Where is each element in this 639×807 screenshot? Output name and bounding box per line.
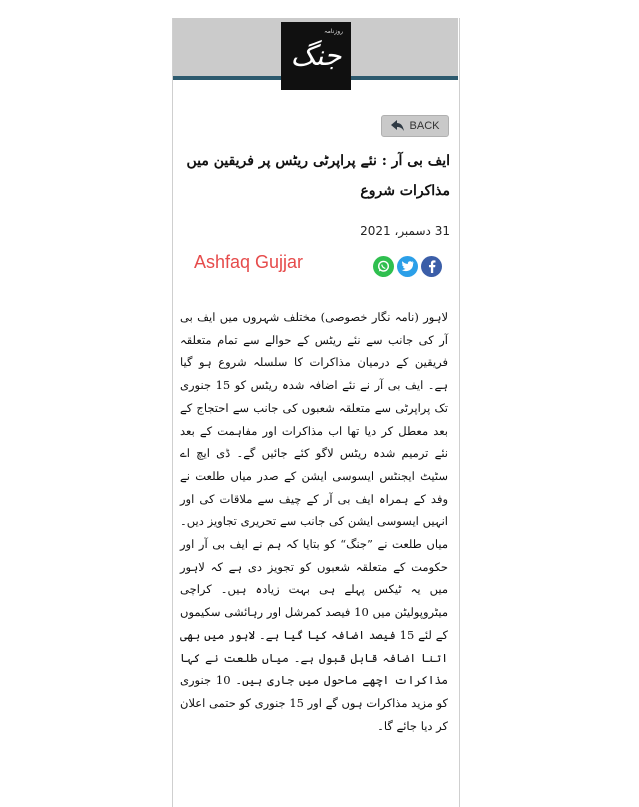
reply-arrow-icon bbox=[391, 120, 405, 132]
author-name[interactable]: Ashfaq Gujjar bbox=[194, 252, 304, 272]
logo-tagline: روزنامہ bbox=[324, 28, 343, 35]
facebook-icon bbox=[428, 260, 436, 273]
twitter-share-button[interactable] bbox=[397, 256, 418, 277]
back-button-label: BACK bbox=[409, 120, 440, 132]
article-date: 31 دسمبر، 2021 bbox=[360, 224, 450, 238]
twitter-icon bbox=[401, 261, 414, 272]
whatsapp-share-button[interactable] bbox=[373, 256, 394, 277]
article-headline: ایف بی آر : نئے پراپرٹی ریٹس پر فریقین میں مذاکرات شروع bbox=[186, 153, 450, 199]
site-logo[interactable] bbox=[281, 22, 351, 90]
share-buttons bbox=[373, 256, 442, 277]
article-body: لاہور (نامہ نگار خصوصی) مختلف شہروں میں ایف بی آر کی جانب سے نئے ریٹس کے حوالے سے تمام متعلقہ فریقین کے درمیان مذاکرات کا سلسلہ شروع ہو گیا ہے۔ ایف بی آر نے نئے اضافہ شدہ ریٹس کو 15 جنوری تک پراپرٹی سے متعلقہ شعبوں کی جانب سے احتجاج کے بعد معطل کر دیا تھا اب مذاکرات اور مفاہمت کے بعد نئے ترمیم شدہ ریٹس لاگو کئے جائیں گے۔ ڈی ایچ اے سٹیٹ ایجنٹس ایسوسی ایشن کے صدر میاں طلعت نے وفد کے ہمراہ ایف بی آر کے چیف سے ملاقات کی اور انہیں ایسوسی ایشن کی جانب سے تحریری تجاویز دیں۔ میاں طلعت نے ”جنگ“ کو بتایا کہ ہم نے ایف بی آر اور حکومت کے متعلقہ شعبوں کو تجویز دی ہے کہ لاہور میں یہ ٹیکس پہلے ہی بہت زیادہ ہیں۔ کراچی میٹروپولیٹن میں 10 فیصد کمرشل اور رہائشی سکیموں کے لئے 15 فیصد اضافہ کیا گیا ہے۔ لاہور میں بھی اتنا اضافہ قابل قبول ہے۔ میاں طلعت نے کہا مذاکرات اچھے ماحول میں جاری ہیں۔ 10 جنوری کو مزید مذاکرات ہوں گے اور 15 جنوری کو حتمی اعلان کر دیا جائے گا۔ bbox=[180, 310, 449, 733]
back-button[interactable] bbox=[381, 115, 449, 137]
logo-text: جنگ bbox=[290, 39, 342, 72]
whatsapp-icon bbox=[377, 260, 390, 273]
facebook-share-button[interactable] bbox=[421, 256, 442, 277]
